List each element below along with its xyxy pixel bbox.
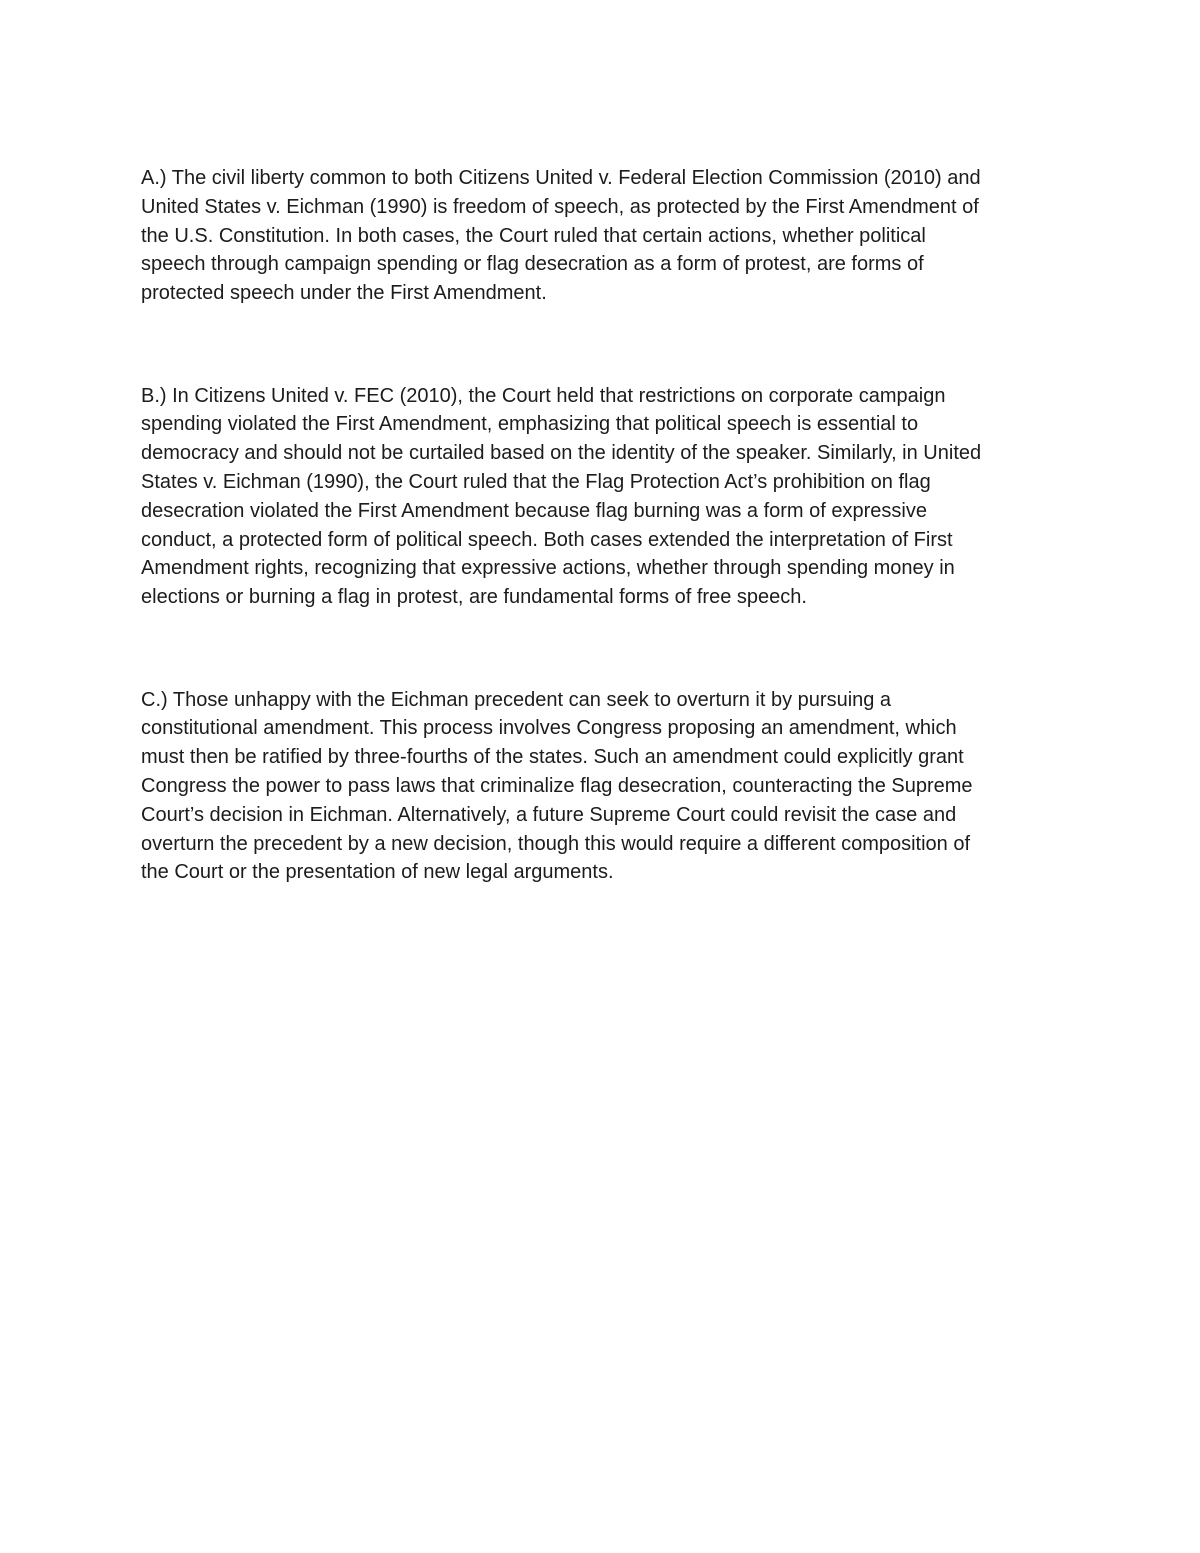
paragraph-line: the U.S. Constitution. In both cases, the Court ruled that certain actions, whether political (141, 224, 926, 247)
paragraph-line: overturn the precedent by a new decision, though this would require a different composition of (141, 832, 971, 855)
paragraph-a (141, 164, 1061, 308)
paragraph-line: A.) The civil liberty common to both Citizens United v. Federal Election Commission (2010) and (141, 167, 981, 189)
document-body (141, 164, 1061, 887)
paragraph-line: must then be ratified by three-fourths of the states. Such an amendment could explicitly grant (141, 746, 964, 769)
paragraph-line: desecration violated the First Amendment because flag burning was a form of expressive (141, 499, 927, 522)
paragraph-c (141, 686, 1061, 888)
paragraph-line: conduct, a protected form of political speech. Both cases extended the interpretation of First (141, 528, 953, 551)
paragraph-line: Amendment rights, recognizing that expressive actions, whether through spending money in (141, 557, 955, 580)
paragraph-line: States v. Eichman (1990), the Court ruled that the Flag Protection Act’s prohibition on flag (141, 470, 931, 493)
paragraph-line: elections or burning a flag in protest, are fundamental forms of free speech. (141, 586, 807, 609)
paragraph-line: speech through campaign spending or flag desecration as a form of protest, are forms of (141, 253, 924, 276)
paragraph-line: Congress the power to pass laws that criminalize flag desecration, counteracting the Supreme (141, 774, 973, 797)
paragraph-line: protected speech under the First Amendment. (141, 282, 547, 305)
paragraph-line: spending violated the First Amendment, emphasizing that political speech is essential to (141, 413, 919, 436)
paragraph-line: the Court or the presentation of new legal arguments. (141, 861, 614, 884)
paragraph-line: democracy and should not be curtailed based on the identity of the speaker. Similarly, in United (141, 442, 982, 465)
paragraph-line: C.) Those unhappy with the Eichman precedent can seek to overturn it by pursuing a (141, 688, 892, 711)
paragraph-line: Court’s decision in Eichman. Alternatively, a future Supreme Court could revisit the case and (141, 803, 957, 826)
paragraph-line: constitutional amendment. This process involves Congress proposing an amendment, which (141, 717, 957, 740)
paragraph-line: B.) In Citizens United v. FEC (2010), the Court held that restrictions on corporate campaign (141, 384, 946, 407)
paragraph-line: United States v. Eichman (1990) is freedom of speech, as protected by the First Amendment of (141, 195, 979, 218)
paragraph-b (141, 382, 1061, 612)
